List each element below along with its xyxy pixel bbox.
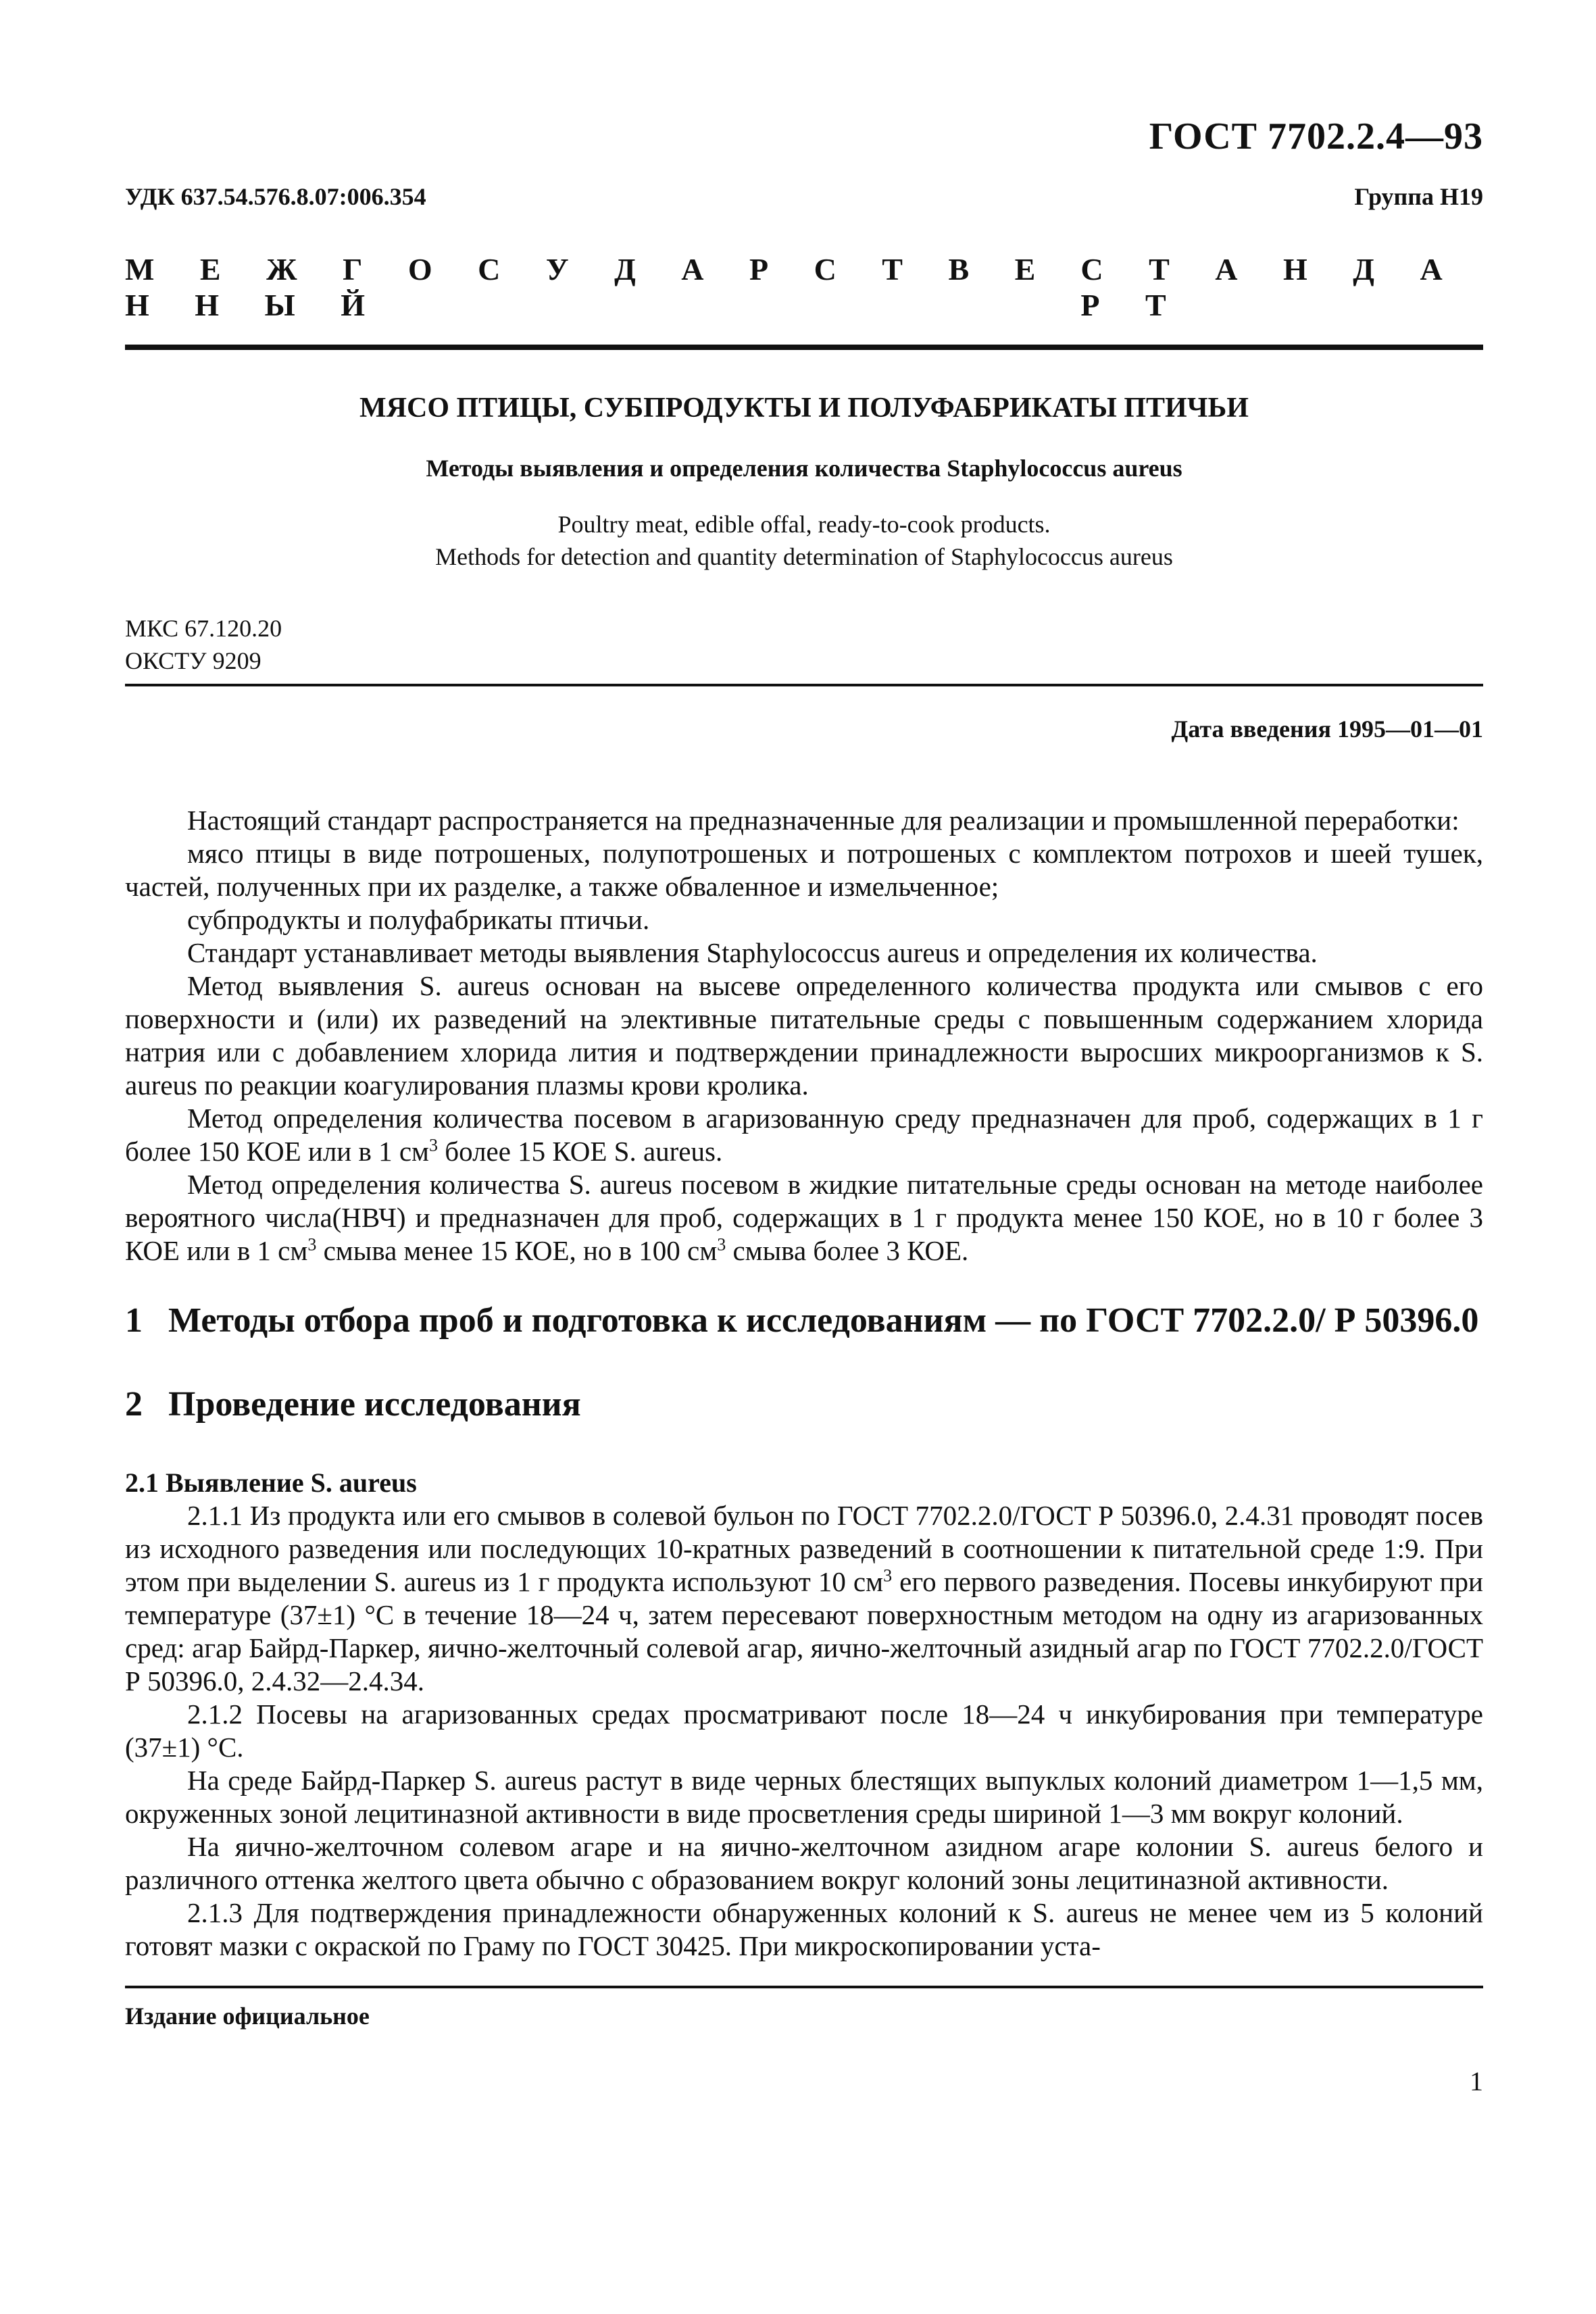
intro-paragraph: Стандарт устанавливает методы выявления Staphylococcus aureus и определения их количества. — [187, 937, 1318, 968]
udc-code: УДК 637.54.576.8.07:006.354 — [125, 183, 426, 210]
clause-2-1-2: 2.1.2 Посевы на агаризованных средах просматривают после 18—24 ч инкубирования при температуре (37±1) °С. — [125, 1699, 1483, 1763]
intro-paragraph: субпродукты и полуфабрикаты птичьи. — [187, 904, 650, 935]
okstu-code: ОКСТУ 9209 — [125, 647, 261, 674]
page-number: 1 — [1470, 2066, 1483, 2096]
introduction-date: Дата введения 1995—01—01 — [1171, 715, 1483, 743]
standard-banner — [125, 251, 1483, 323]
footer-rule — [125, 1986, 1483, 1988]
section-2-number: 2 — [125, 1385, 143, 1424]
edition-note: Издание официальное — [125, 2003, 370, 2030]
section-1-title: Методы отбора проб и подготовка к исследованиям — по ГОСТ 7702.2.0/ Р 50396.0 — [168, 1301, 1479, 1340]
english-title — [125, 508, 1483, 573]
mks-code: МКС 67.120.20 — [125, 615, 282, 642]
english-title-line-1: Poultry meat, edible offal, ready-to-cook products. — [557, 511, 1051, 538]
clause-2-1-3: 2.1.3 Для подтверждения принадлежности обнаруженных колоний к S. aureus не менее чем из 5 колоний готовят мазки с окраской по Граму по ГОСТ 30425. При микроскопировании уста- — [125, 1897, 1483, 1961]
section-2-heading — [125, 1382, 1483, 1427]
intro-paragraph: Метод определения количества посевом в агаризованную среду предназначен для проб, содержащих в 1 г более 150 КОЕ или в 1 $см^3$ более 15 КОЕ S. aureus. — [125, 1103, 1483, 1167]
document-page — [125, 101, 1483, 2097]
intro-paragraph: Метод выявления S. aureus основан на высеве определенного количества продукта или смывов с его поверхности и (или) их разведений на элективные питательные среды с повышенным содержанием хлорида натрия или с добавлением хлорида лития и подтверждении принадлежности выросших микроорганизмов к S. aureus по реакции коагулирования плазмы крови кролика. — [125, 970, 1483, 1101]
classification-codes — [125, 612, 1483, 677]
classification-rule — [125, 684, 1483, 686]
clause-paragraph: На яично-желточном солевом агаре и на яично-желточном азидном агаре колонии S. aureus белого и различного оттенка желтого цвета обычно с образованием вокруг колоний зоны лецитиназной активности. — [125, 1831, 1483, 1895]
english-title-line-2: Methods for detection and quantity determination of Staphylococcus aureus — [435, 543, 1173, 570]
banner-word-interstate: М Е Ж Г О С У Д А Р С Т В Е Н Н Ы Й — [125, 252, 1055, 322]
intro-paragraph: Метод определения количества S. aureus посевом в жидкие питательные среды основан на методе наиболее вероятного числа(НВЧ) и предназначен для проб, содержащих в 1 г продукта менее 150 КОЕ, но в 10 г более 3 КОЕ или в 1 $см^3$ смыва менее 15 КОЕ, но в 100 $см^3$ смыва более 3 КОЕ. — [125, 1169, 1483, 1266]
intro-paragraph: Настоящий стандарт распространяется на предназначенные для реализации и промышленной переработки: — [187, 805, 1460, 836]
document-title: МЯСО ПТИЦЫ, СУБПРОДУКТЫ И ПОЛУФАБРИКАТЫ ПТИЧЬИ — [359, 393, 1249, 424]
section-1-heading — [125, 1299, 1483, 1343]
document-code: ГОСТ 7702.2.4—93 — [1149, 116, 1483, 157]
clause-paragraph: На среде Байрд-Паркер S. aureus растут в виде черных блестящих выпуклых колоний диаметром 1—1,5 мм, окруженных зоной лецитиназной активности в виде просветления среды шириной 1—3 мм вокруг колоний. — [125, 1765, 1483, 1829]
section-1-number: 1 — [125, 1301, 143, 1340]
body-text — [125, 804, 1483, 1963]
banner-word-standard: С Т А Н Д А Р Т — [1080, 252, 1462, 322]
clause-2-1-1: 2.1.1 Из продукта или его смывов в солевой бульон по ГОСТ 7702.2.0/ГОСТ Р 50396.0, 2.4.31 проводят посев из исходного разведения или последующих 10-кратных разведений в соотношении к питательной среде 1:9. При этом при выделении S. aureus из 1 г продукта используют 10 $см^3$ его первого разведения. Посевы инкубируют при температуре (37±1) °С в течение 18—24 ч, затем пересевают поверхностным методом на одну из агаризованных сред: агар Байрд-Паркер, яично-желточный солевой агар, яично-желточный азидный агар по ГОСТ 7702.2.0/ГОСТ Р 50396.0, 2.4.32—2.4.34. — [125, 1500, 1483, 1696]
subsection-2-1-heading: 2.1 Выявление S. aureus — [125, 1467, 417, 1498]
group-code: Группа Н19 — [1354, 183, 1483, 210]
section-2-title: Проведение исследования — [168, 1385, 581, 1424]
document-subtitle: Методы выявления и определения количества Staphylococcus aureus — [426, 455, 1182, 482]
header-rule — [125, 345, 1483, 350]
intro-paragraph: мясо птицы в виде потрошеных, полупотрошеных и потрошеных с комплектом потрохов и шеей тушек, частей, полученных при их разделке, а также обваленное и измельченное; — [125, 838, 1483, 902]
meta-row — [125, 182, 1483, 211]
